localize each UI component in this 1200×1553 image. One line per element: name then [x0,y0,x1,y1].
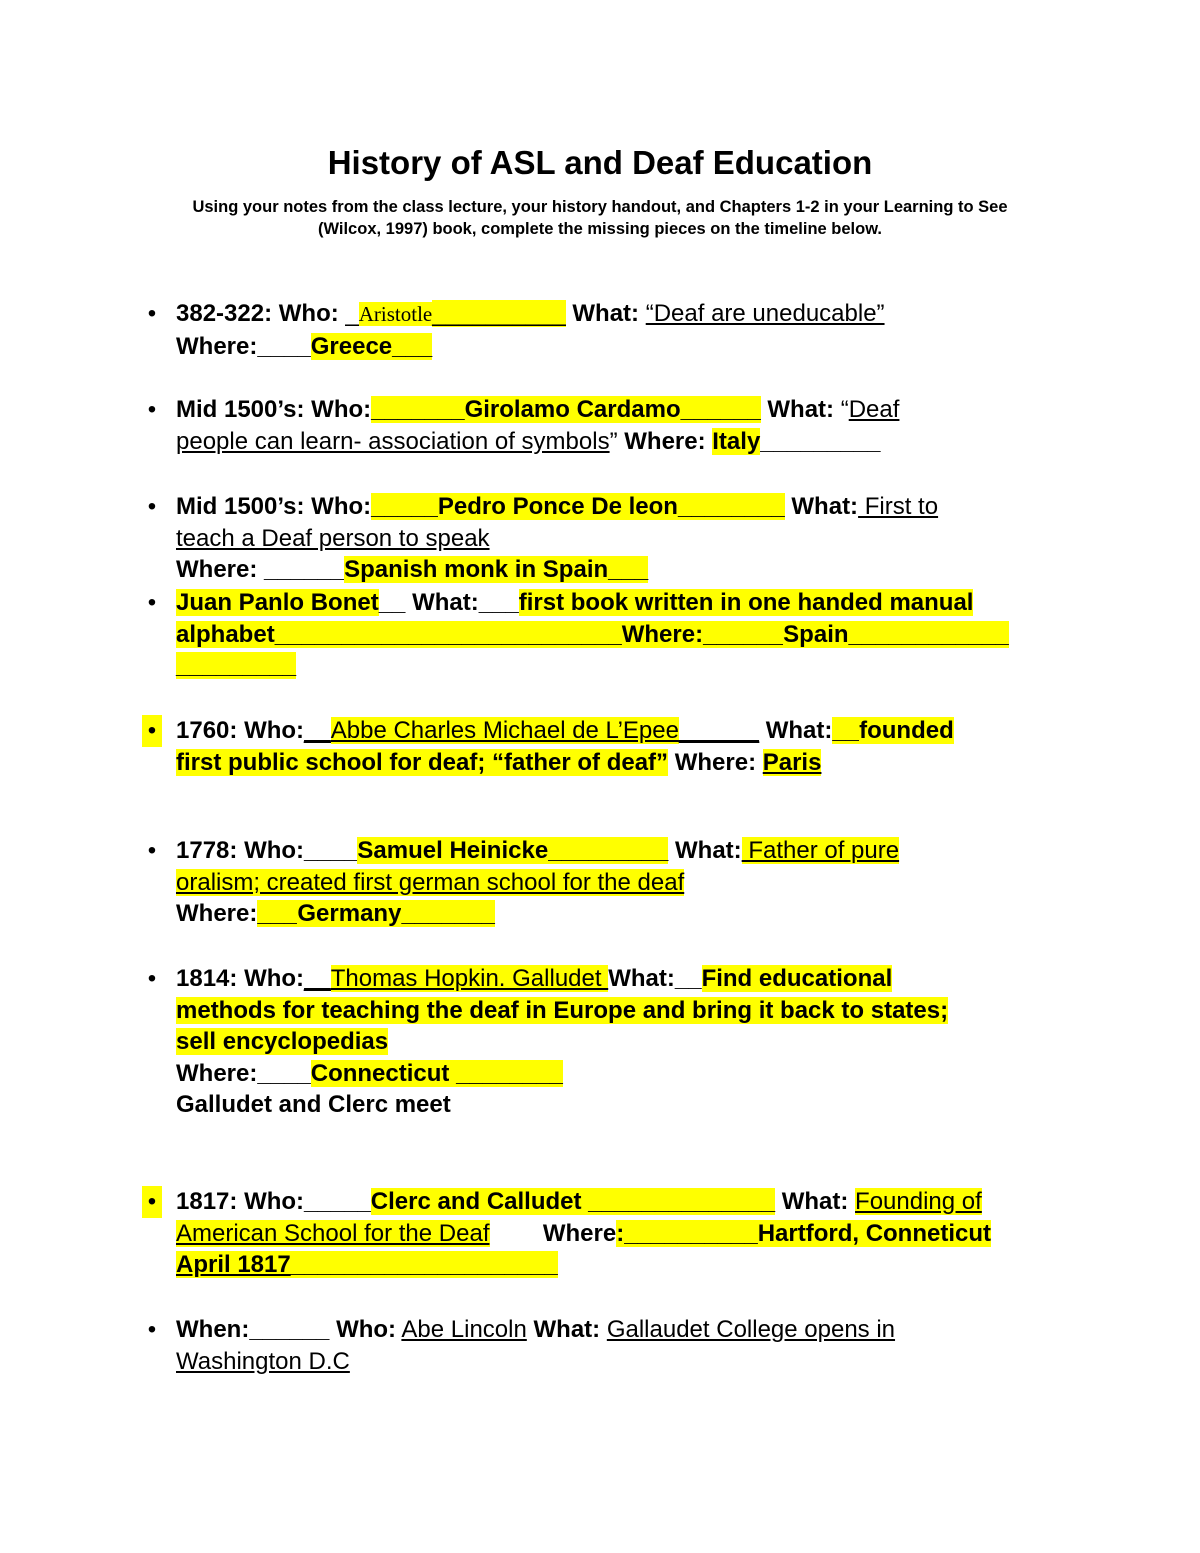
what-answer-continued: alphabet [176,620,275,648]
where-answer: Hartford, Conneticut [757,1219,992,1247]
what-answer: Find educational [701,965,893,992]
who-blank: ________ [677,493,785,520]
what-answer: “Deaf are uneducable” [645,300,885,327]
who-answer: Girolamo Cardamo [464,396,681,423]
when-answer: April 1817 [176,1251,291,1278]
timeline-item-6 [147,835,1106,930]
what-answer: Deaf [848,396,900,423]
where-label: Where [542,1219,617,1247]
who-answer: Abe Lincoln [401,1316,527,1343]
who-label: Who: [336,1316,397,1343]
what-blank: ___ [478,589,519,616]
where-label: Where: [176,1059,258,1087]
where-answer: Germany [297,900,402,927]
who-label: Who: [244,965,305,992]
what-answer: Gallaudet College opens in [606,1316,896,1343]
who-answer: Pedro Ponce De leon [437,493,678,520]
who-blank: __ [304,717,331,744]
who-blank: _____ [371,493,438,520]
what-label: What: [791,493,859,520]
when-blank: ______ [249,1316,330,1343]
who-blank: __ [304,965,331,992]
where-blank: ____________ [848,620,1009,648]
when-blank: ____________________ [290,1251,558,1278]
where-label: Where: [674,748,757,776]
timeline-item-7 [147,963,1106,1121]
who-label: Who: [311,493,372,520]
who-label: Who: [244,1188,305,1215]
where-colon: : [616,1219,625,1247]
bullet-icon: • [147,1316,157,1343]
where-answer: Spain [783,620,849,648]
item-date: 382-322: [176,300,273,327]
who-label: Who: [244,837,305,864]
who-blank: ______________ [588,1188,776,1215]
item-date: Mid 1500’s: [176,493,305,520]
item-date: 1817: [176,1188,238,1215]
where-blank: ____ [257,1059,311,1087]
item-date: 1760: [176,717,238,744]
who-label: Who: [311,396,372,423]
who-blank: _______ [371,396,465,423]
what-answer-continued: Washington D.C [176,1347,350,1375]
what-answer: First to [858,493,939,520]
who-blank: _ [338,300,359,327]
what-answer-continued: sell encyclopedias [176,1028,389,1055]
timeline-item-8 [147,1186,1106,1281]
what-blank: __ [674,965,702,992]
what-label: What: [608,965,675,992]
who-answer: Aristotle [358,302,433,326]
who-blank: _____ [304,1188,371,1215]
item-note: Galludet and Clerc meet [176,1091,451,1118]
instructions-line-1: Using your notes from the class lecture, your history handout, and Chapters 1-2 in your Learning to See [192,198,1008,216]
timeline-item-5 [147,715,1106,778]
where-label: Where: [621,620,704,648]
who-label: Who: [244,717,305,744]
item-date: Mid 1500’s: [176,396,305,423]
timeline-item-4 [147,587,1106,682]
where-blank: ___ [608,556,649,583]
timeline-item-2 [147,394,1106,457]
where-blank: ______ [703,620,784,648]
what-answer-continued: teach a Deaf person to speak [176,524,490,552]
who-answer: Clerc and Calludet [370,1188,589,1215]
what-answer: first book written in one handed manual [518,589,974,616]
where-answer: Spanish monk in Spain [344,556,609,583]
trailing-blank: _________ [176,652,297,679]
bullet-icon: • [147,396,157,423]
who-answer: Juan Panlo Bonet [176,589,379,616]
when-label: When: [176,1316,250,1343]
who-answer: Thomas Hopkin. Galludet [330,965,609,992]
where-blank: ______ [264,556,345,583]
where-blank: ___ [257,900,298,927]
what-answer-continued: people can learn- association of symbols [176,427,610,455]
bullet-icon: • [147,965,157,992]
who-blank: _________ [548,837,669,864]
timeline-item-9 [147,1314,1106,1377]
instructions [100,196,1100,240]
who-label: Who: [278,300,339,327]
where-label: Where: [176,556,258,583]
where-answer: Greece [310,332,393,360]
bullet-icon: • [147,493,157,520]
where-answer: Paris [762,748,822,776]
who-blank: ____ [304,837,358,864]
bullet-icon: • [147,300,157,327]
what-answer-continued: oralism; created first german school for the deaf [176,868,685,896]
what-blank: __ [832,717,860,744]
timeline-item-1 [147,298,1106,362]
what-answer: Father of pure [741,837,900,864]
what-quote: ” [609,427,618,455]
who-blank: __ [378,589,406,616]
who-answer: Samuel Heinicke [357,837,549,864]
where-blank: _________ [760,427,881,455]
what-label: What: [767,396,835,423]
bullet-icon: • [142,1186,162,1218]
who-answer: Abbe Charles Michael de L’Epee [330,717,679,744]
where-blank: ____ [257,332,311,360]
what-quote: “ [840,396,849,423]
where-label: Where: [176,332,258,360]
what-label: What: [572,300,640,327]
what-label: What: [765,717,833,744]
bullet-icon: • [147,837,157,864]
item-date: 1814: [176,965,238,992]
page-title: History of ASL and Deaf Education [327,144,873,181]
where-blank: __________ [624,1219,758,1247]
what-blank: __________________________ [274,620,622,648]
where-blank: ________ [449,1059,563,1087]
what-label: What: [781,1188,849,1215]
who-blank: ______ [678,717,760,744]
what-answer-continued: American School for the Deaf [176,1219,490,1247]
bullet-icon: • [142,715,162,747]
what-answer-continued: methods for teaching the deaf in Europe and bring it back to states; [176,996,949,1024]
what-answer: Founding of [855,1188,982,1215]
what-label: What: [412,589,479,616]
where-label: Where: [176,900,258,927]
instructions-line-2: (Wilcox, 1997) book, complete the missing pieces on the timeline below. [317,220,883,238]
who-blank: __________ [432,300,566,327]
bullet-icon: • [147,589,157,616]
item-date: 1778: [176,837,238,864]
what-answer: founded [859,717,954,744]
timeline-item-3 [147,491,1106,586]
where-blank: _______ [401,900,495,927]
what-label: What: [675,837,742,864]
where-answer: Italy [712,427,761,455]
where-answer: Connecticut [310,1059,450,1087]
who-blank: ______ [680,396,761,423]
where-label: Where: [624,427,706,455]
what-answer-continued: first public school for deaf; “father of deaf” [176,748,669,776]
what-label: What: [533,1316,601,1343]
where-blank: ___ [392,332,433,360]
